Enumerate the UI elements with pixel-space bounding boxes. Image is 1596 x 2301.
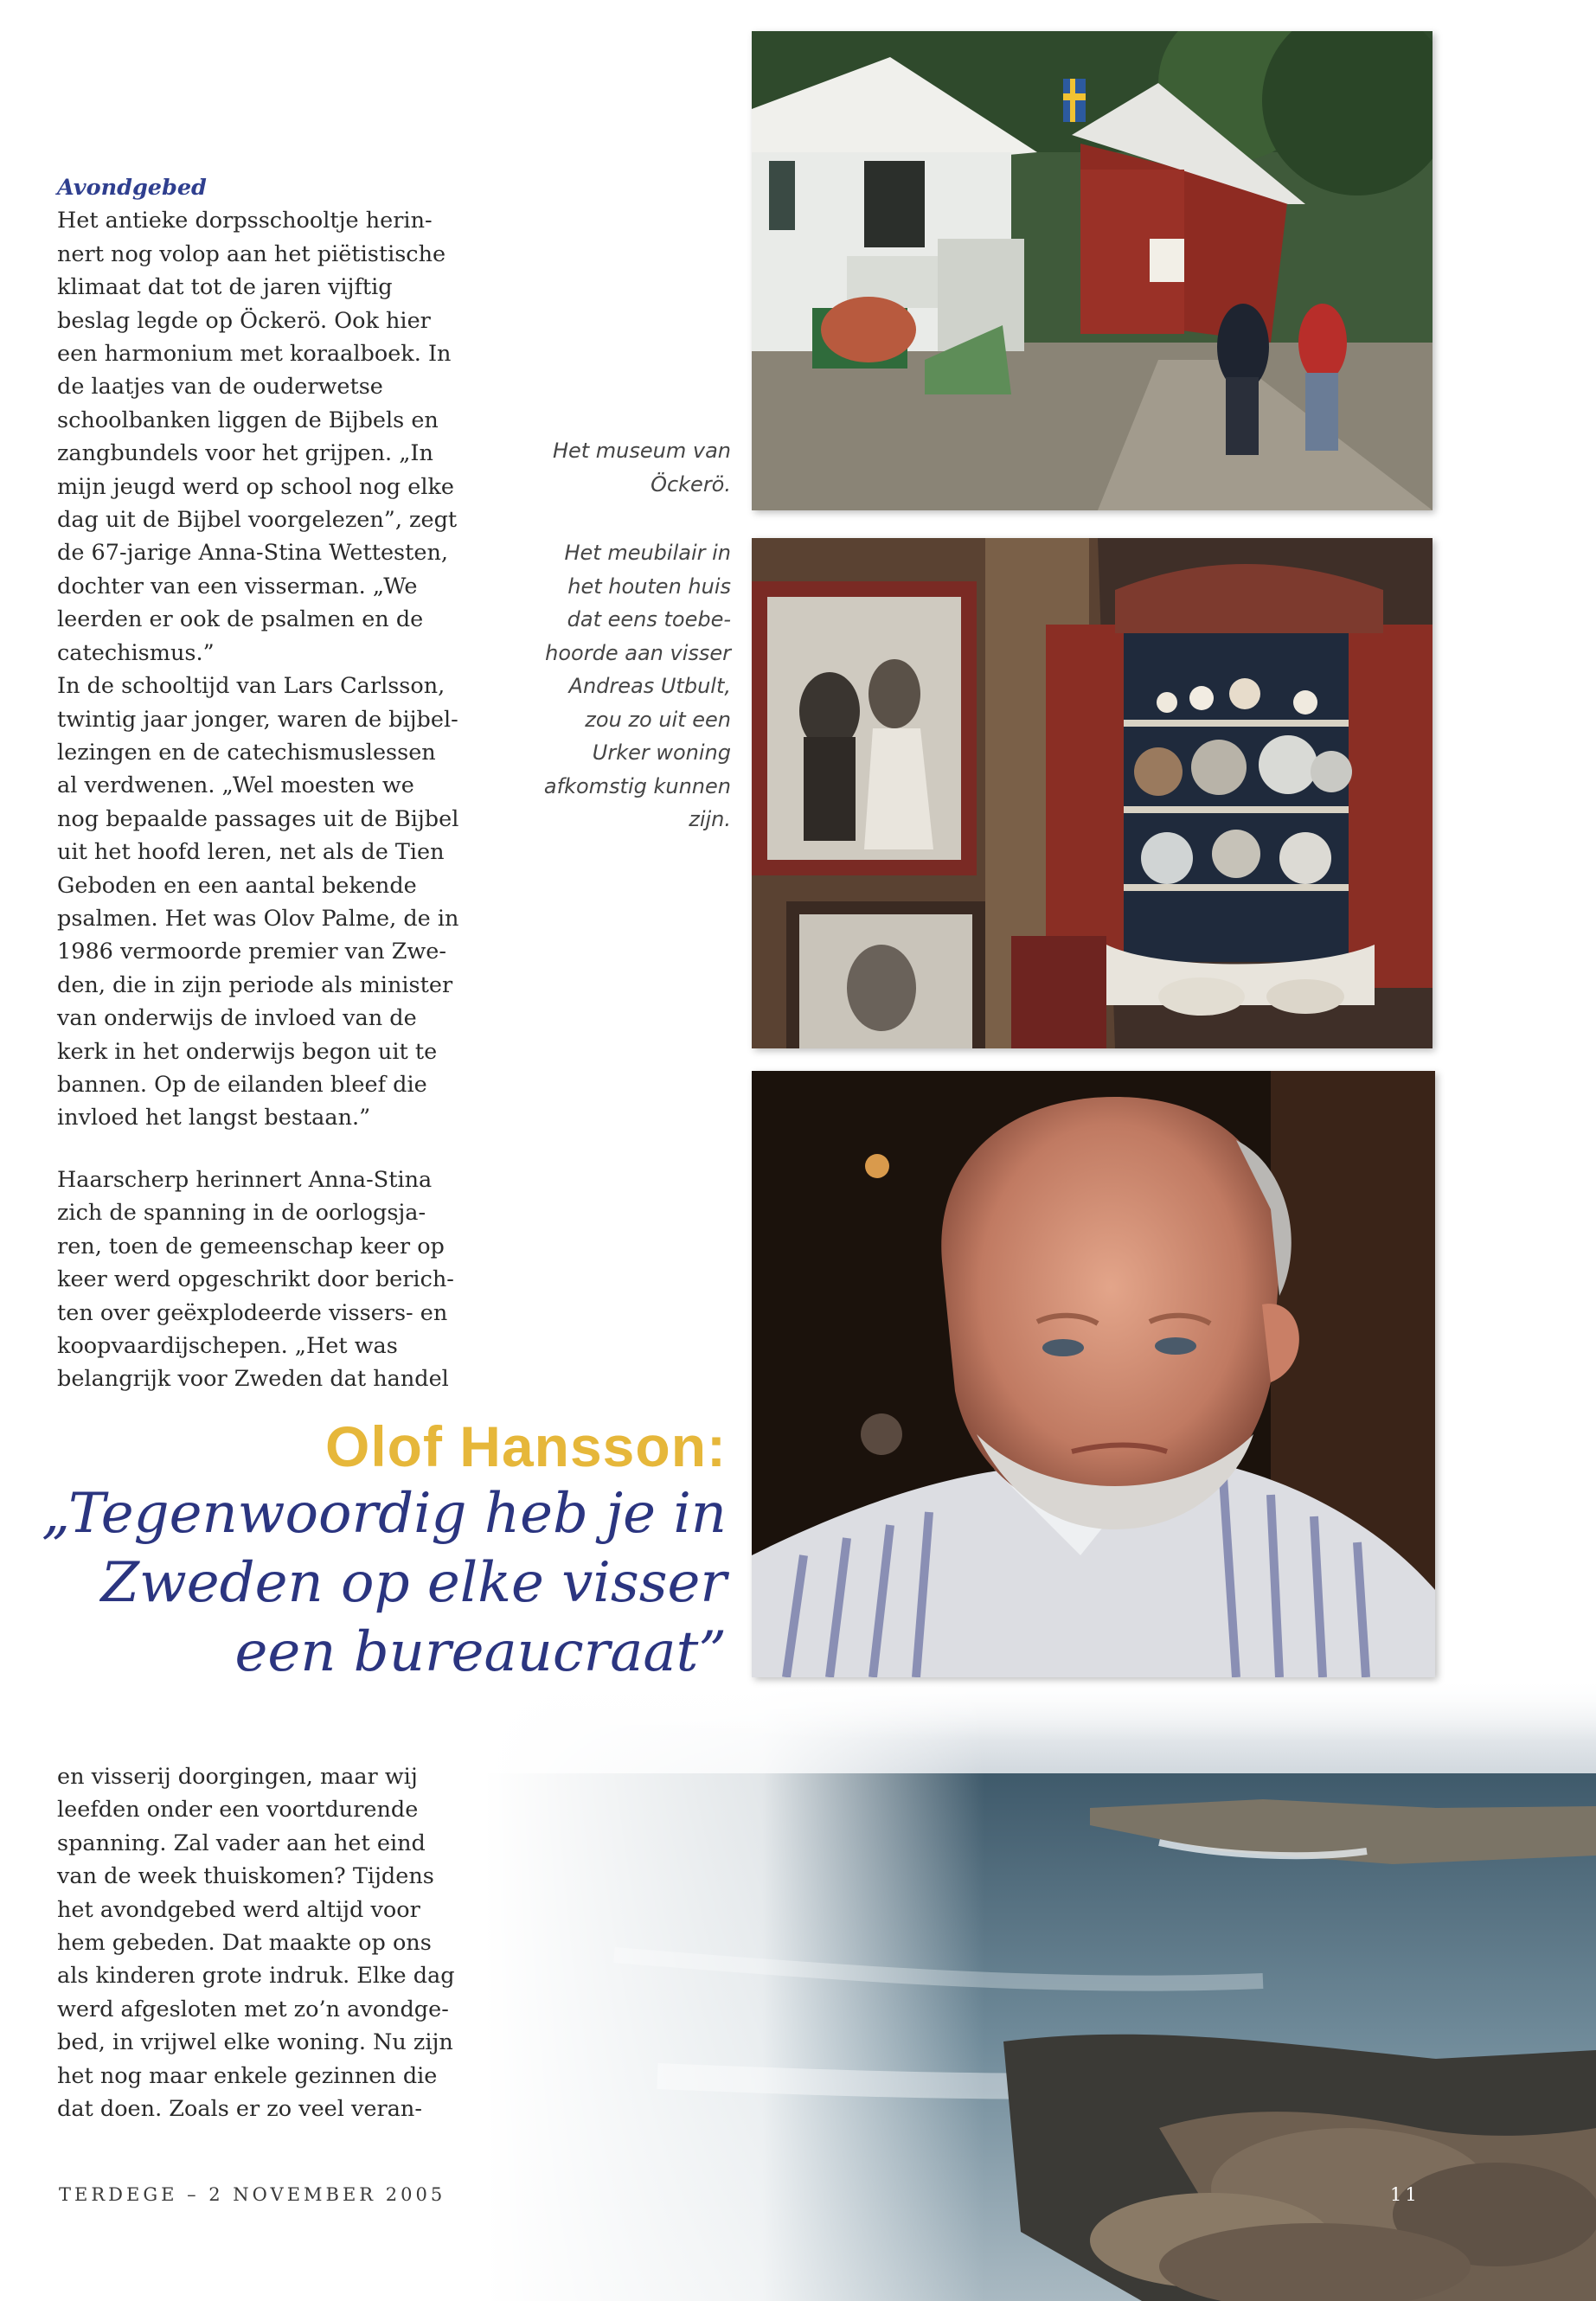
- caption-line: Andreas Utbult,: [568, 674, 731, 698]
- article-line: den, die in zijn periode als minister: [57, 971, 453, 998]
- caption-line: hoorde aan visser: [545, 640, 731, 665]
- article-line: werd afgesloten met zo’n avondge-: [57, 1996, 449, 2022]
- article-column-mid: [57, 1163, 490, 1396]
- article-line: lezingen en de catechismuslessen: [57, 739, 436, 766]
- caption-line: zijn.: [689, 807, 731, 831]
- caption-line: Urker woning: [592, 740, 731, 765]
- article-line: al verdwenen. „Wel moesten we: [57, 772, 414, 799]
- article-line: van de week thuiskomen? Tijdens: [57, 1863, 434, 1890]
- article-line: bed, in vrijwel elke woning. Nu zijn: [57, 2029, 453, 2056]
- article-line: Geboden en een aantal bekende: [57, 872, 417, 899]
- article-line: zich de spanning in de oorlogsja-: [57, 1200, 426, 1227]
- caption-line: Het museum van: [552, 439, 731, 463]
- article-line: Haarscherp herinnert Anna-Stina: [57, 1167, 433, 1193]
- article-line: beslag legde op Öckerö. Ook hier: [57, 307, 431, 334]
- photo-sea-coast: [484, 1678, 1596, 2301]
- article-column-top: [57, 171, 490, 1135]
- article-line: Het antieke dorpsschooltje herin-: [57, 208, 433, 234]
- article-line: als kinderen grote indruk. Elke dag: [57, 1963, 455, 1990]
- photo-portrait-olof-hansson: [752, 1071, 1435, 1677]
- article-line: nert nog volop aan het piëtistische: [57, 240, 446, 267]
- article-line: belangrijk voor Zweden dat handel: [57, 1366, 449, 1393]
- article-line: dat doen. Zoals er zo veel veran-: [57, 2096, 422, 2123]
- article-paragraphs-top: [57, 204, 490, 1134]
- article-line: van onderwijs de invloed van de: [57, 1005, 417, 1032]
- pull-quote-text: [35, 1479, 727, 1687]
- caption-interior: [523, 536, 731, 836]
- article-line: en visserij doorgingen, maar wij: [57, 1764, 418, 1790]
- caption-line: dat eens toebe-: [567, 607, 731, 631]
- article-line: ren, toen de gemeenschap keer op: [57, 1233, 445, 1259]
- article-line: een harmonium met koraalboek. In: [57, 341, 452, 368]
- page-number: 11: [1390, 2184, 1420, 2205]
- pull-quote-line: een bureaucraat”: [234, 1620, 727, 1684]
- caption-line: afkomstig kunnen: [543, 773, 731, 798]
- article-line: het avondgebed werd altijd voor: [57, 1896, 420, 1923]
- article-line: leerden er ook de psalmen en de: [57, 606, 424, 633]
- caption-museum: [523, 434, 731, 501]
- photo-interior-utbult: [752, 538, 1433, 1048]
- article-line: dochter van een visserman. „We: [57, 573, 418, 599]
- pull-quote-line: Zweden op elke visser: [100, 1551, 727, 1615]
- article-line: de laatjes van de ouderwetse: [57, 374, 383, 401]
- article-line: psalmen. Het was Olov Palme, de in: [57, 905, 459, 932]
- article-paragraphs-mid: [57, 1163, 490, 1396]
- footer-publication: TERDEGE – 2 NOVEMBER 2005: [59, 2184, 446, 2205]
- article-line: In de schooltijd van Lars Carlsson,: [57, 673, 445, 700]
- article-line: hem gebeden. Dat maakte op ons: [57, 1930, 432, 1957]
- subheading: Avondgebed: [57, 175, 207, 201]
- article-line: schoolbanken liggen de Bijbels en: [57, 407, 439, 433]
- article-line: dag uit de Bijbel voorgelezen”, zegt: [57, 507, 458, 534]
- article-column-bottom: [57, 1760, 490, 2125]
- article-line: kerk in het onderwijs begon uit te: [57, 1038, 438, 1065]
- caption-line: het houten huis: [567, 574, 731, 599]
- pull-quote-line: „Tegenwoordig heb je in: [42, 1482, 727, 1546]
- article-paragraphs-bottom: [57, 1760, 490, 2125]
- article-line: catechismus.”: [57, 639, 215, 666]
- article-line: invloed het langst bestaan.”: [57, 1105, 371, 1131]
- article-line: de 67-jarige Anna-Stina Wettesten,: [57, 540, 449, 567]
- caption-line: Öckerö.: [651, 471, 731, 497]
- article-line: bannen. Op de eilanden bleef die: [57, 1071, 427, 1098]
- article-line: spanning. Zal vader aan het eind: [57, 1830, 426, 1856]
- article-line: klimaat dat tot de jaren vijftig: [57, 274, 393, 301]
- article-line: uit het hoofd leren, net als de Tien: [57, 839, 445, 866]
- article-line: keer werd opgeschrikt door berich-: [57, 1266, 454, 1293]
- pull-quote-name: Olof Hansson:: [324, 1414, 727, 1478]
- article-line: mijn jeugd werd op school nog elke: [57, 473, 455, 500]
- photo-museum-ockero: [752, 31, 1433, 510]
- article-line: het nog maar enkele gezinnen die: [57, 2062, 438, 2089]
- article-line: ten over geëxplodeerde vissers- en: [57, 1299, 448, 1326]
- article-line: 1986 vermoorde premier van Zwe-: [57, 939, 446, 965]
- article-line: zangbundels voor het grijpen. „In: [57, 440, 433, 467]
- article-line: leefden onder een voortdurende: [57, 1797, 419, 1823]
- caption-line: zou zo uit een: [585, 707, 731, 732]
- article-line: nog bepaalde passages uit de Bijbel: [57, 805, 459, 832]
- caption-line: Het meubilair in: [564, 541, 731, 565]
- article-line: koopvaardijschepen. „Het was: [57, 1333, 398, 1360]
- article-line: twintig jaar jonger, waren de bijbel-: [57, 706, 458, 733]
